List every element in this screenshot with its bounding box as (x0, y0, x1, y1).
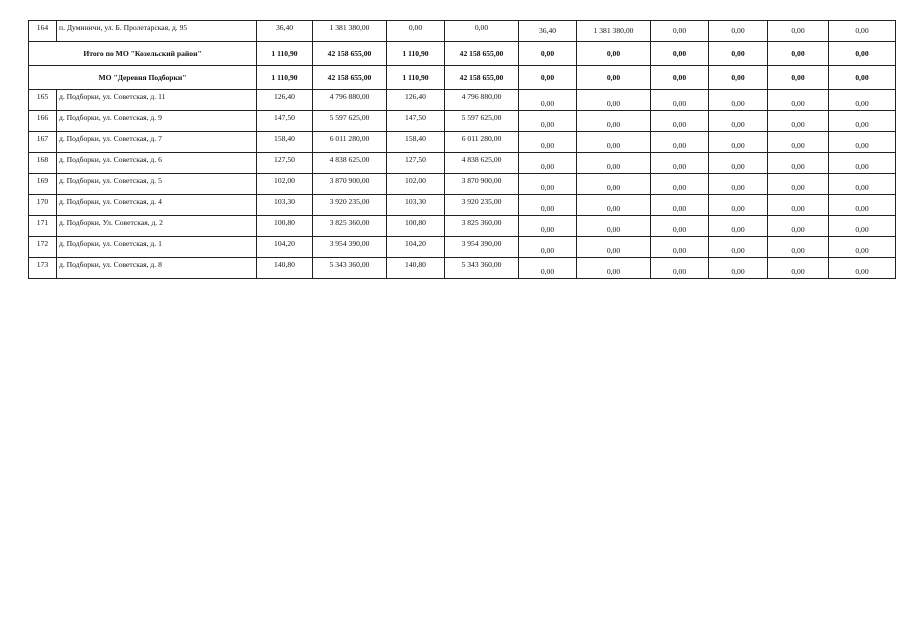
cell-col10: 0,00 (829, 132, 896, 153)
row-number: 164 (29, 21, 57, 42)
cell-col5: 0,00 (519, 195, 577, 216)
cell-col10: 0,00 (829, 237, 896, 258)
cell-col9: 0,00 (768, 174, 829, 195)
cell-col10: 0,00 (829, 153, 896, 174)
table-row (29, 174, 896, 195)
cell-col4: 5 597 625,00 (445, 111, 519, 132)
cell-col1: 158,40 (257, 132, 313, 153)
address-cell: д. Подборки, Ул. Советская, д. 2 (57, 216, 257, 237)
cell-col6: 0,00 (577, 153, 651, 174)
cell-col4: 5 343 360,00 (445, 258, 519, 279)
cell-col5: 0,00 (519, 153, 577, 174)
cell-col8: 0,00 (709, 237, 768, 258)
cell-col3: 158,40 (387, 132, 445, 153)
cell-col6: 0,00 (577, 258, 651, 279)
address-cell: д. Подборки, ул. Советская, д. 9 (57, 111, 257, 132)
cell-col6: 0,00 (577, 216, 651, 237)
cell-col2: 5 343 360,00 (313, 258, 387, 279)
cell-col5: 0,00 (519, 258, 577, 279)
cell-col10: 0,00 (829, 66, 896, 90)
cell-col2: 6 011 280,00 (313, 132, 387, 153)
cell-col9: 0,00 (768, 258, 829, 279)
cell-col3: 103,30 (387, 195, 445, 216)
cell-col1: 1 110,90 (257, 66, 313, 90)
cell-col3: 0,00 (387, 21, 445, 42)
row-number: 167 (29, 132, 57, 153)
cell-col9: 0,00 (768, 42, 829, 66)
cell-col9: 0,00 (768, 195, 829, 216)
cell-col1: 127,50 (257, 153, 313, 174)
cell-col9: 0,00 (768, 132, 829, 153)
cell-col10: 0,00 (829, 21, 896, 42)
table-body (29, 21, 896, 279)
cell-col1: 140,80 (257, 258, 313, 279)
cell-col5: 0,00 (519, 111, 577, 132)
cell-col3: 1 110,90 (387, 66, 445, 90)
cell-col8: 0,00 (709, 174, 768, 195)
cell-col3: 126,40 (387, 90, 445, 111)
cell-col3: 104,20 (387, 237, 445, 258)
cell-col5: 0,00 (519, 66, 577, 90)
cell-col1: 36,40 (257, 21, 313, 42)
cell-col1: 1 110,90 (257, 42, 313, 66)
cell-col8: 0,00 (709, 195, 768, 216)
cell-col10: 0,00 (829, 90, 896, 111)
cell-col10: 0,00 (829, 42, 896, 66)
cell-col5: 36,40 (519, 21, 577, 42)
address-cell: д. Подборки, ул. Советская, д. 8 (57, 258, 257, 279)
row-number: 169 (29, 174, 57, 195)
cell-col6: 0,00 (577, 132, 651, 153)
cell-col8: 0,00 (709, 90, 768, 111)
cell-col1: 126,40 (257, 90, 313, 111)
address-cell: п. Думиничи, ул. Б. Пролетарская, д. 95 (57, 21, 257, 42)
cell-col7: 0,00 (651, 258, 709, 279)
cell-col2: 4 838 625,00 (313, 153, 387, 174)
cell-col3: 100,80 (387, 216, 445, 237)
cell-col4: 6 011 280,00 (445, 132, 519, 153)
cell-col1: 103,30 (257, 195, 313, 216)
row-number: 168 (29, 153, 57, 174)
cell-col6: 0,00 (577, 195, 651, 216)
cell-col2: 3 954 390,00 (313, 237, 387, 258)
cell-col3: 102,00 (387, 174, 445, 195)
cell-col5: 0,00 (519, 216, 577, 237)
cell-col5: 0,00 (519, 132, 577, 153)
cell-col5: 0,00 (519, 174, 577, 195)
address-cell: д. Подборки, ул. Советская, д. 7 (57, 132, 257, 153)
cell-col7: 0,00 (651, 216, 709, 237)
cell-col8: 0,00 (709, 153, 768, 174)
cell-col6: 0,00 (577, 237, 651, 258)
cell-col8: 0,00 (709, 66, 768, 90)
cell-col9: 0,00 (768, 66, 829, 90)
cell-col9: 0,00 (768, 153, 829, 174)
total-row (29, 66, 896, 90)
cell-col6: 0,00 (577, 66, 651, 90)
total-label: МО "Деревня Подборки" (29, 66, 257, 90)
address-cell: д. Подборки, ул. Советская, д. 11 (57, 90, 257, 111)
cell-col9: 0,00 (768, 111, 829, 132)
cell-col5: 0,00 (519, 90, 577, 111)
cell-col8: 0,00 (709, 111, 768, 132)
cell-col9: 0,00 (768, 216, 829, 237)
cell-col6: 0,00 (577, 174, 651, 195)
table-row (29, 258, 896, 279)
total-row (29, 42, 896, 66)
cell-col2: 42 158 655,00 (313, 42, 387, 66)
cell-col3: 140,80 (387, 258, 445, 279)
cell-col4: 42 158 655,00 (445, 42, 519, 66)
address-cell: д. Подборки, ул. Советская, д. 1 (57, 237, 257, 258)
address-cell: д. Подборки, ул. Советская, д. 4 (57, 195, 257, 216)
cell-col4: 3 870 900,00 (445, 174, 519, 195)
address-cell: д. Подборки, ул. Советская, д. 6 (57, 153, 257, 174)
cell-col7: 0,00 (651, 153, 709, 174)
row-number: 172 (29, 237, 57, 258)
cell-col3: 147,50 (387, 111, 445, 132)
cell-col9: 0,00 (768, 90, 829, 111)
cell-col10: 0,00 (829, 195, 896, 216)
cell-col7: 0,00 (651, 132, 709, 153)
table-row (29, 237, 896, 258)
cell-col5: 0,00 (519, 42, 577, 66)
cell-col10: 0,00 (829, 174, 896, 195)
cell-col2: 3 870 900,00 (313, 174, 387, 195)
housing-register-table (28, 20, 896, 279)
cell-col4: 3 920 235,00 (445, 195, 519, 216)
cell-col2: 42 158 655,00 (313, 66, 387, 90)
total-label: Итого по МО "Козельский район" (29, 42, 257, 66)
table-row (29, 153, 896, 174)
cell-col2: 1 381 380,00 (313, 21, 387, 42)
cell-col4: 42 158 655,00 (445, 66, 519, 90)
cell-col6: 0,00 (577, 111, 651, 132)
cell-col6: 0,00 (577, 42, 651, 66)
table-row (29, 90, 896, 111)
cell-col7: 0,00 (651, 90, 709, 111)
row-number: 173 (29, 258, 57, 279)
cell-col10: 0,00 (829, 111, 896, 132)
cell-col4: 3 954 390,00 (445, 237, 519, 258)
cell-col4: 4 838 625,00 (445, 153, 519, 174)
cell-col8: 0,00 (709, 21, 768, 42)
cell-col7: 0,00 (651, 174, 709, 195)
cell-col5: 0,00 (519, 237, 577, 258)
cell-col2: 4 796 880,00 (313, 90, 387, 111)
row-number: 165 (29, 90, 57, 111)
table-row (29, 216, 896, 237)
cell-col7: 0,00 (651, 66, 709, 90)
table-row (29, 195, 896, 216)
cell-col8: 0,00 (709, 132, 768, 153)
cell-col3: 1 110,90 (387, 42, 445, 66)
cell-col6: 0,00 (577, 90, 651, 111)
cell-col9: 0,00 (768, 21, 829, 42)
cell-col7: 0,00 (651, 21, 709, 42)
cell-col10: 0,00 (829, 258, 896, 279)
cell-col8: 0,00 (709, 42, 768, 66)
cell-col2: 5 597 625,00 (313, 111, 387, 132)
cell-col4: 4 796 880,00 (445, 90, 519, 111)
table-row (29, 21, 896, 42)
cell-col7: 0,00 (651, 42, 709, 66)
cell-col7: 0,00 (651, 111, 709, 132)
cell-col8: 0,00 (709, 216, 768, 237)
table-row (29, 132, 896, 153)
cell-col4: 0,00 (445, 21, 519, 42)
cell-col4: 3 825 360,00 (445, 216, 519, 237)
cell-col1: 104,20 (257, 237, 313, 258)
row-number: 170 (29, 195, 57, 216)
cell-col8: 0,00 (709, 258, 768, 279)
cell-col9: 0,00 (768, 237, 829, 258)
cell-col1: 100,80 (257, 216, 313, 237)
cell-col1: 102,00 (257, 174, 313, 195)
cell-col10: 0,00 (829, 216, 896, 237)
row-number: 171 (29, 216, 57, 237)
address-cell: д. Подборки, ул. Советская, д. 5 (57, 174, 257, 195)
row-number: 166 (29, 111, 57, 132)
cell-col2: 3 920 235,00 (313, 195, 387, 216)
cell-col6: 1 381 380,00 (577, 21, 651, 42)
cell-col7: 0,00 (651, 237, 709, 258)
cell-col7: 0,00 (651, 195, 709, 216)
cell-col1: 147,50 (257, 111, 313, 132)
table-row (29, 111, 896, 132)
cell-col3: 127,50 (387, 153, 445, 174)
cell-col2: 3 825 360,00 (313, 216, 387, 237)
